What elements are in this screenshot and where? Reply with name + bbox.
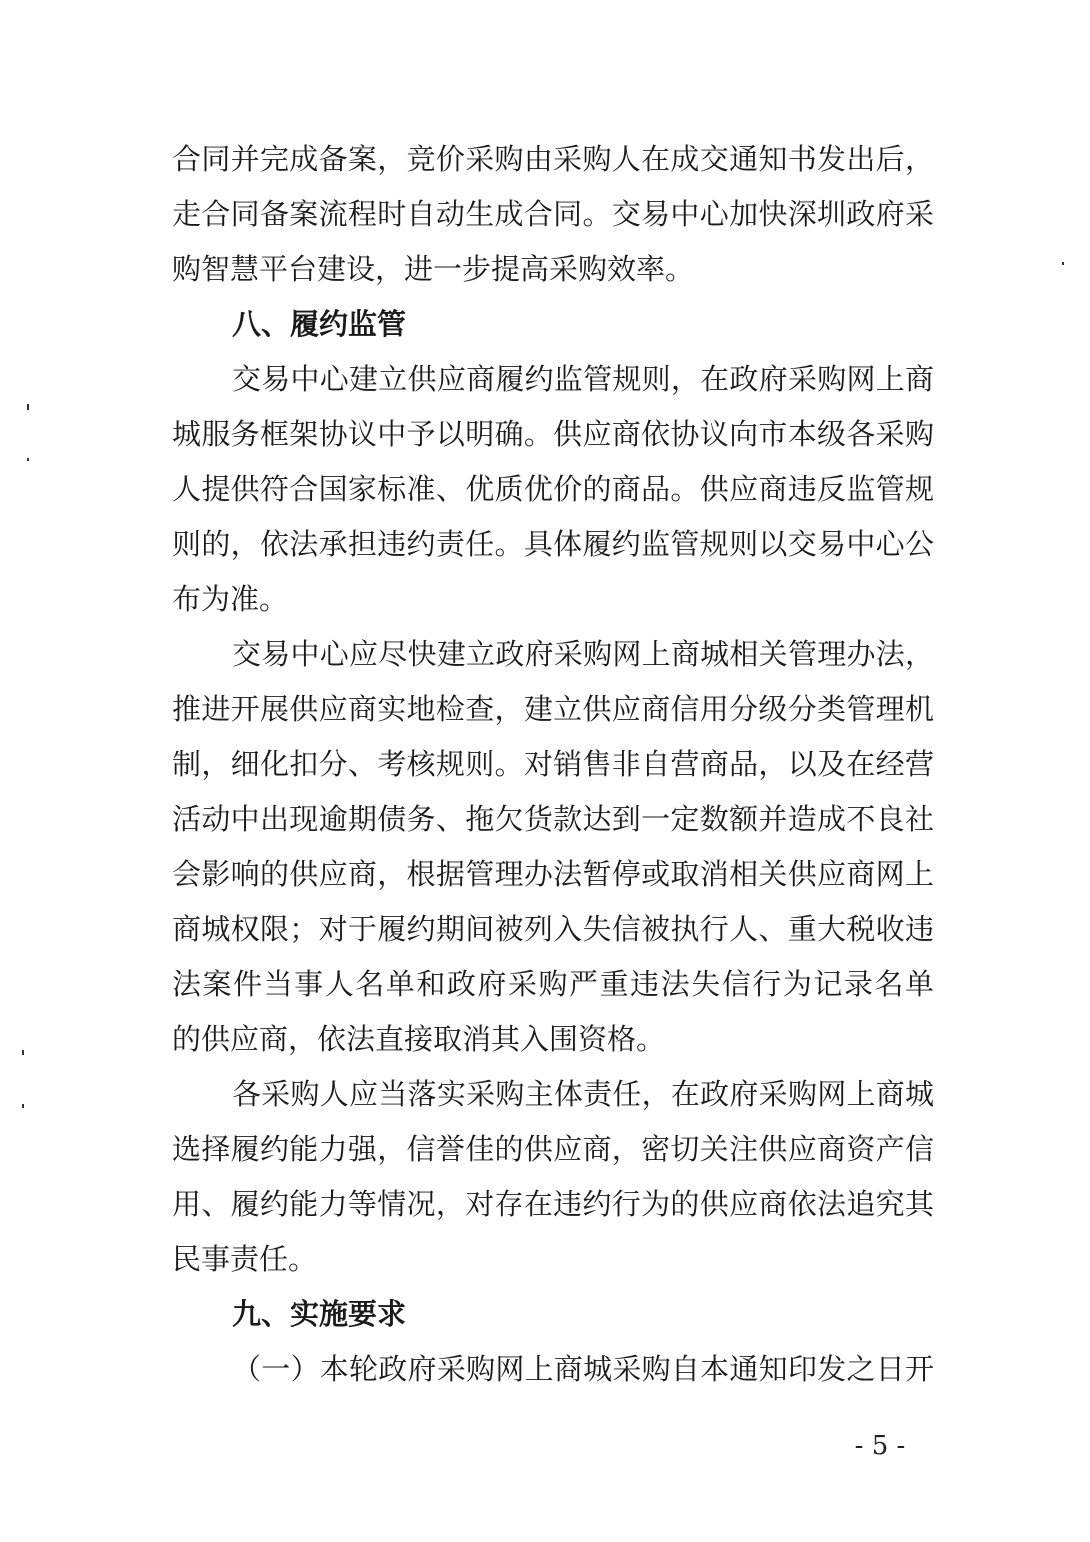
text-line: 会影响的供应商，根据管理办法暂停或取消相关供应商网上 bbox=[172, 857, 934, 891]
text-line: 商城权限；对于履约期间被列入失信被执行人、重大税收违 bbox=[172, 912, 934, 946]
margin-mark bbox=[22, 1104, 24, 1108]
text-line: 城服务框架协议中予以明确。供应商依协议向市本级各采购 bbox=[172, 417, 934, 451]
text-line: 选择履约能力强，信誉佳的供应商，密切关注供应商资产信 bbox=[172, 1132, 934, 1166]
text-line: 合同并完成备案，竞价采购由采购人在成交通知书发出后， bbox=[172, 142, 934, 176]
text-line: 法案件当事人名单和政府采购严重违法失信行为记录名单 bbox=[172, 967, 934, 1001]
text-line: 各采购人应当落实采购主体责任，在政府采购网上商城 bbox=[232, 1077, 934, 1111]
text-line: 交易中心建立供应商履约监管规则，在政府采购网上商 bbox=[232, 362, 934, 396]
margin-mark bbox=[22, 1050, 24, 1055]
margin-mark bbox=[1062, 262, 1064, 265]
section-heading-8: 八、履约监管 bbox=[232, 307, 407, 341]
margin-mark bbox=[27, 458, 29, 461]
text-line: 则的，依法承担违约责任。具体履约监管规则以交易中心公 bbox=[172, 527, 934, 561]
page-number: - 5 - bbox=[854, 1431, 906, 1461]
text-line: 购智慧平台建设，进一步提高采购效率。 bbox=[172, 252, 695, 286]
text-line: 活动中出现逾期债务、拖欠货款达到一定数额并造成不良社 bbox=[172, 802, 934, 836]
text-line: 布为准。 bbox=[172, 582, 289, 616]
body-text bbox=[172, 132, 934, 1397]
text-line: 用、履约能力等情况，对存在违约行为的供应商依法追究其 bbox=[172, 1187, 934, 1221]
section-heading-9: 九、实施要求 bbox=[232, 1297, 407, 1331]
text-line: 民事责任。 bbox=[172, 1242, 318, 1276]
text-line: 推进开展供应商实地检查，建立供应商信用分级分类管理机 bbox=[172, 692, 934, 726]
text-line: 制，细化扣分、考核规则。对销售非自营商品，以及在经营 bbox=[172, 747, 934, 781]
text-line: 人提供符合国家标准、优质优价的商品。供应商违反监管规 bbox=[172, 472, 934, 506]
text-line: （一）本轮政府采购网上商城采购自本通知印发之日开 bbox=[232, 1352, 934, 1386]
margin-mark bbox=[27, 404, 29, 410]
text-line: 交易中心应尽快建立政府采购网上商城相关管理办法， bbox=[232, 637, 934, 671]
text-line: 的供应商，依法直接取消其入围资格。 bbox=[172, 1022, 666, 1056]
text-line: 走合同备案流程时自动生成合同。交易中心加快深圳政府采 bbox=[172, 197, 934, 231]
